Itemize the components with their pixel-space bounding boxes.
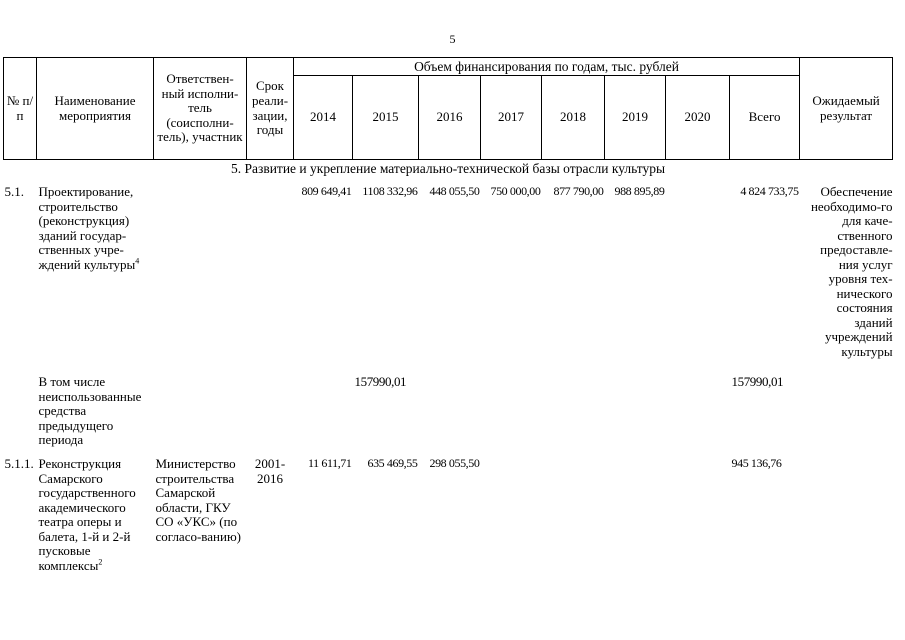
value-2020 xyxy=(666,375,730,457)
row-name: Реконструкция Самарского государственного академического театра оперы и балета, 1-й и 2-й пусковые комплексы xyxy=(38,456,136,573)
value-2018 xyxy=(542,457,605,573)
row-responsible xyxy=(154,375,247,457)
section-title: 5. Развитие и укрепление материально-технической базы отрасли культуры xyxy=(230,161,666,176)
value-2019 xyxy=(605,457,666,573)
row-name: Проектирование, строительство (реконструкция) зданий государ-ственных учре-ждений культуры xyxy=(38,184,136,272)
value-2018 xyxy=(542,375,605,457)
year-header: 2014 xyxy=(294,76,353,160)
col-financing-header: Объем финансирования по годам, тыс. рублей xyxy=(294,58,800,76)
value-2020 xyxy=(666,457,730,573)
value-2015: 635 469,55 xyxy=(367,456,418,470)
value-2019 xyxy=(605,375,666,457)
value-2014: 809 649,41 xyxy=(301,184,352,198)
row-result xyxy=(800,457,893,573)
table-row xyxy=(4,375,893,457)
value-2015: 1108 332,96 xyxy=(362,184,418,198)
row-result xyxy=(800,375,893,457)
total-header: Всего xyxy=(730,76,800,160)
value-2014: 11 611,71 xyxy=(307,456,352,470)
value-2015: 157990,01 xyxy=(354,374,407,389)
row-number: 5.1.1. xyxy=(4,456,34,471)
value-2014 xyxy=(294,375,353,457)
col-result-header: Ожидаемый результат xyxy=(800,58,893,160)
row-name: В том числе неиспользованные средства предыдущего периода xyxy=(38,374,142,448)
col-num-header: № п/п xyxy=(4,58,37,160)
row-term xyxy=(247,375,294,457)
value-2017 xyxy=(481,457,542,573)
financing-table xyxy=(3,57,893,573)
row-term: 2001-2016 xyxy=(254,456,286,486)
row-result: Обеспечение необходимо-го для каче-ственного предоставле-ния услуг уровня тех-нического состояния зданий учреждений культуры xyxy=(810,184,893,360)
value-2019: 988 895,89 xyxy=(614,184,665,198)
row-name-cell xyxy=(37,179,154,375)
year-header: 2016 xyxy=(419,76,481,160)
year-header: 2017 xyxy=(481,76,542,160)
year-header: 2015 xyxy=(353,76,419,160)
value-2016: 298 055,50 xyxy=(429,456,480,470)
table-row xyxy=(4,179,893,375)
value-2018: 877 790,00 xyxy=(553,184,604,198)
year-header: 2020 xyxy=(666,76,730,160)
value-2017: 750 000,00 xyxy=(490,184,541,198)
row-term xyxy=(247,179,294,375)
value-total: 4 824 733,75 xyxy=(740,184,799,198)
footnote-mark: 4 xyxy=(135,256,140,266)
value-total: 945 136,76 xyxy=(731,456,782,470)
row-responsible xyxy=(154,179,247,375)
year-header: 2018 xyxy=(542,76,605,160)
page-number: 5 xyxy=(449,32,456,46)
year-header: 2019 xyxy=(605,76,666,160)
col-responsible-header: Ответствен-ный исполни-тель (соисполни-тель), участник xyxy=(154,58,247,160)
row-name-cell xyxy=(37,457,154,573)
value-2017 xyxy=(481,375,542,457)
col-name-header: Наименование мероприятия xyxy=(37,58,154,160)
row-number xyxy=(4,375,37,457)
value-2020 xyxy=(666,179,730,375)
value-2016: 448 055,50 xyxy=(429,184,480,198)
footnote-mark: 2 xyxy=(98,557,103,567)
col-term-header: Срок реали-зации, годы xyxy=(247,58,294,160)
value-2016 xyxy=(419,375,481,457)
row-responsible: Министерство строительства Самарской области, ГКУ СО «УКС» (по согласо-ванию) xyxy=(155,456,241,544)
table-row xyxy=(4,457,893,573)
row-number: 5.1. xyxy=(4,184,24,199)
value-total: 157990,01 xyxy=(731,374,784,389)
table-header xyxy=(4,58,893,160)
